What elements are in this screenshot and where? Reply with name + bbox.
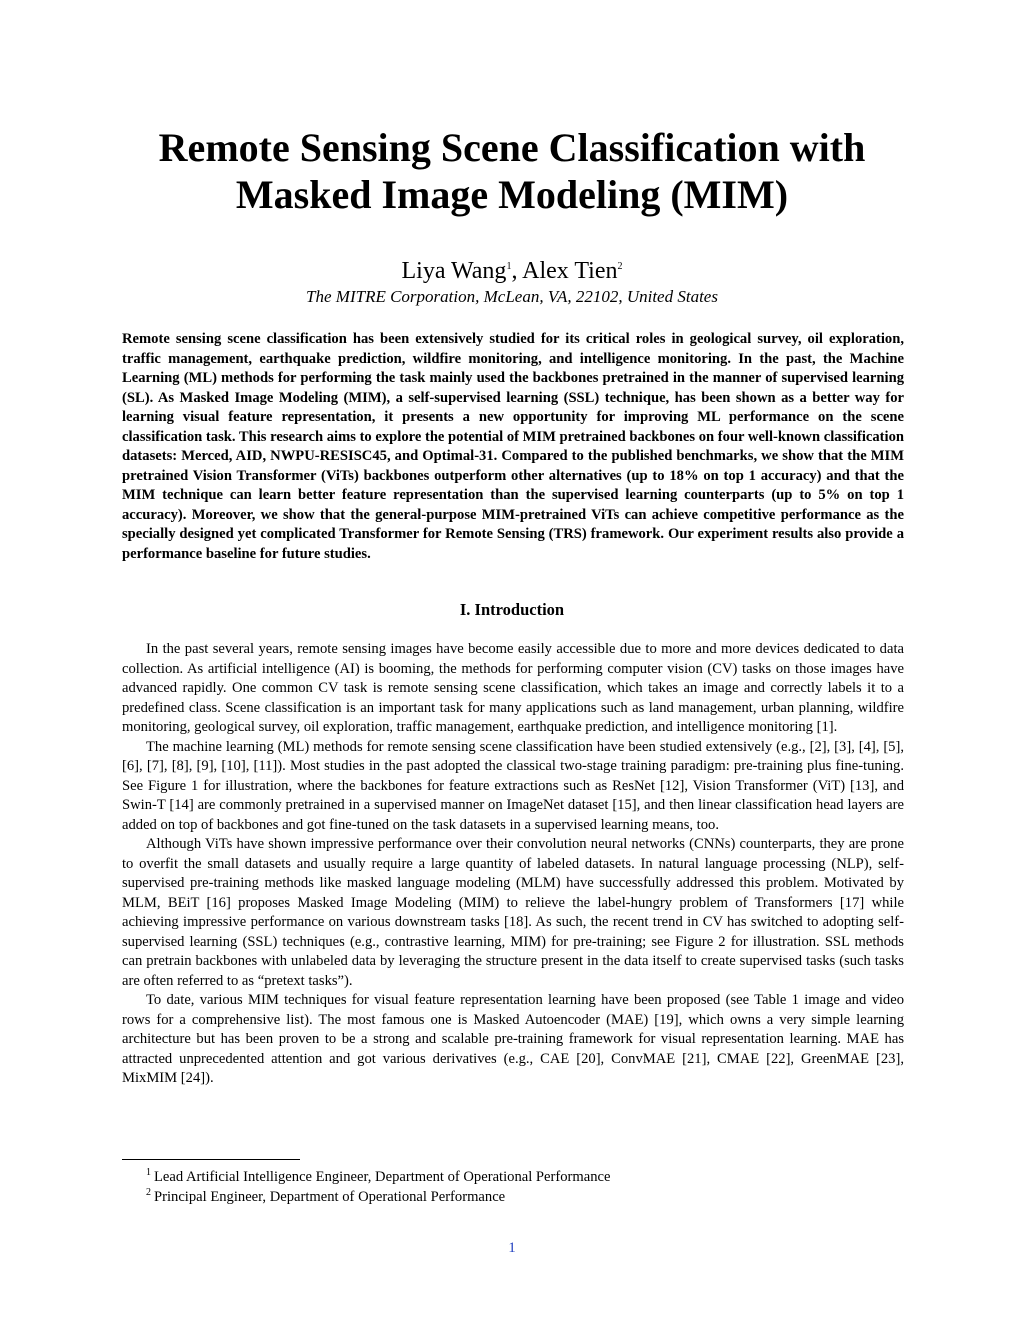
body-paragraph: Although ViTs have shown impressive performance over their convolution neural networks (CNNs) counterparts, they are prone to overfit the small datasets and usually require a large quantity of labeled datasets. In natural language processing (NLP), self-supervised pre-training methods like masked language modeling (MLM) have successfully addressed this problem. Motivated by MLM, BEiT [16] proposes Masked Image Modeling (MIM) to relieve the label-hungry problem of Transformers [17] while achieving impressive performance on various downstream tasks [18]. As such, the recent trend in CV has switched to adopting self-supervised learning (SSL) techniques (e.g., contrastive learning, MIM) for pre-training; see Figure 2 for illustration. SSL methods can pretrain backbones with unlabeled data by leveraging the structure present in the data itself to create supervised tasks (such tasks are often referred to as “pretext tasks”). <box>122 836 904 989</box>
page-number: 1 <box>508 1240 516 1256</box>
author-name: Alex Tien <box>522 258 618 284</box>
title-line-2: Masked Image Modeling (MIM) <box>235 172 789 217</box>
footnote-divider <box>122 1159 300 1160</box>
title-line-1: Remote Sensing Scene Classification with <box>158 125 866 170</box>
abstract: Remote sensing scene classification has been extensively studied for its critical roles in geological survey, oil exploration, traffic management, earthquake prediction, wildfire monitoring, and intelligence monitoring. In the past, the Machine Learning (ML) methods for performing the task mainly used the backbones pretrained in the manner of supervised learning (SL). As Masked Image Modeling (MIM), a self-supervised learning (SSL) technique, has been shown as a better way for learning visual feature representation, it presents a new opportunity for improving ML performance on the scene classification task. This research aims to explore the potential of MIM pretrained backbones on four well-known classification datasets: Merced, AID, NWPU-RESISC45, and Optimal-31. Compared to the published benchmarks, we show that the MIM pretrained Vision Transformer (ViTs) backbones outperform other alternatives (up to 18% on top 1 accuracy) and that the MIM technique can learn better feature representation than the supervised learning counterparts (up to 5% on top 1 accuracy). Moreover, we show that the general-purpose MIM-pretrained ViTs can achieve competitive performance as the specially designed yet complicated Transformer for Remote Sensing (TRS) framework. Our experiment results also provide a performance baseline for future studies. <box>122 331 904 562</box>
section-heading: I. Introduction <box>459 600 565 619</box>
footnote-mark: 1 <box>146 1167 151 1179</box>
affiliation: The MITRE Corporation, McLean, VA, 22102, United States <box>306 287 718 306</box>
footnote-text: Lead Artificial Intelligence Engineer, Department of Operational Performance <box>154 1169 611 1185</box>
author-footnote-mark: 1 <box>506 261 512 272</box>
author-footnote-mark: 2 <box>617 261 623 272</box>
footnote <box>146 1187 906 1207</box>
body-paragraph: The machine learning (ML) methods for remote sensing scene classification have been studied extensively (e.g., [2], [3], [4], [5],[6], [7], [8], [9], [10], [11]). Most studies in the past adopted the classical two-stage training paradigm: pre-training plus fine-tuning. See Figure 1 for illustration, where the backbones for feature extractions such as ResNet [12], Vision Transformer (ViT) [13], and Swin-T [14] are commonly pretrained in a supervised manner on ImageNet dataset [15], and then linear classification head layers are added on top of backbones and got fine-tuned on the task datasets in a supervised learning means, too. <box>122 738 904 833</box>
footnote-mark: 2 <box>146 1187 151 1199</box>
footnote-text: Principal Engineer, Department of Operational Performance <box>154 1189 506 1205</box>
author-name: Liya Wang <box>401 258 507 284</box>
body-paragraph: In the past several years, remote sensing images have become easily accessible due to more and more devices dedicated to data collection. As artificial intelligence (AI) is booming, the methods for performing computer vision (CV) tasks on those images have advanced rapidly. One common CV task is remote sensing scene classification, which takes an image and correctly labels it to a predefined class. Scene classification is an important task for many applications such as land management, urban planning, wildfire monitoring, geological survey, oil exploration, traffic management, earthquake prediction, and intelligence monitoring [1]. <box>122 641 904 735</box>
author-list <box>80 257 944 285</box>
paper-title <box>80 124 944 218</box>
introduction-body <box>122 640 904 1089</box>
body-paragraph: To date, various MIM techniques for visual feature representation learning have been proposed (see Table 1 image and video rows for a comprehensive list). The most famous one is Masked Autoencoder (MAE) [19], which owns a very simple learning architecture but has been proven to be a strong and scalable pre-training framework for visual representation learning. MAE has attracted unprecedented attention and got various derivatives (e.g., CAE [20], ConvMAE [21], CMAE [22], GreenMAE [23], MixMIM [24]). <box>122 992 904 1086</box>
footnote <box>146 1167 906 1187</box>
footnotes <box>146 1167 906 1207</box>
author-separator: , <box>511 258 523 284</box>
